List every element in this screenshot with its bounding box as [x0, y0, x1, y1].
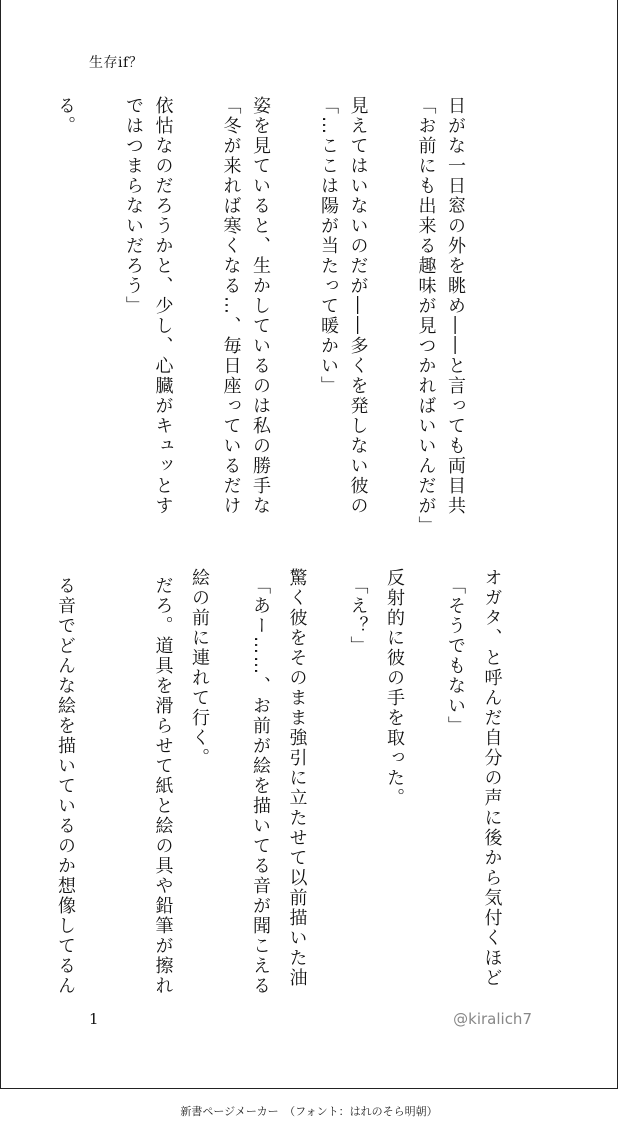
- text-line: 日がな一日窓の外を眺め――と言っても両目共: [445, 96, 466, 516]
- page-number: 1: [89, 1010, 99, 1028]
- text-line: 姿を見ていると、生かしているのは私の勝手な: [250, 96, 271, 516]
- text-line: だろ。道具を滑らせて紙と絵の具や鉛筆が擦れ: [152, 576, 174, 996]
- author-handle: @kiralich7: [453, 1010, 532, 1028]
- page-title: 生存if？: [89, 55, 144, 71]
- text-line: 「あー……、お前が絵を描いてる音が聞こえる: [250, 576, 271, 996]
- text-line: 驚く彼をそのまま強引に立たせて以前描いた油: [286, 568, 308, 988]
- text-line: 絵の前に連れて行く。: [189, 568, 210, 768]
- footer-credit: 新書ページメーカー （フォント：はれのそら明朝）: [180, 1105, 438, 1118]
- text-line: 「…ここは陽が当たって暖かい」: [318, 96, 339, 396]
- text-line: 依怙なのだろうかと、少し、心臓がキュッとす: [152, 96, 174, 516]
- text-line: 「お前にも出来る趣味が見つかればいいんだが」: [415, 96, 437, 536]
- upper-left-text-block: [84, 96, 507, 536]
- text-line: 「え？」: [347, 576, 369, 656]
- text-line: る。: [55, 96, 76, 136]
- text-line: 「冬が来れば寒くなる…、毎日座っているだけ: [220, 96, 242, 516]
- text-line: 反射的に彼の手を取った。: [384, 568, 405, 808]
- text-line: る音でどんな絵を描いているのか想像してるん: [55, 576, 76, 996]
- text-line: 「そうでもない」: [445, 576, 466, 736]
- lower-left-text-block: [150, 568, 573, 996]
- text-line: 見えてはいないのだが――多くを発しない彼の: [347, 96, 369, 516]
- text-line: ではつまらないだろう」: [123, 96, 144, 316]
- text-line: オガタ、と呼んだ自分の声に後から気付くほど: [481, 568, 503, 988]
